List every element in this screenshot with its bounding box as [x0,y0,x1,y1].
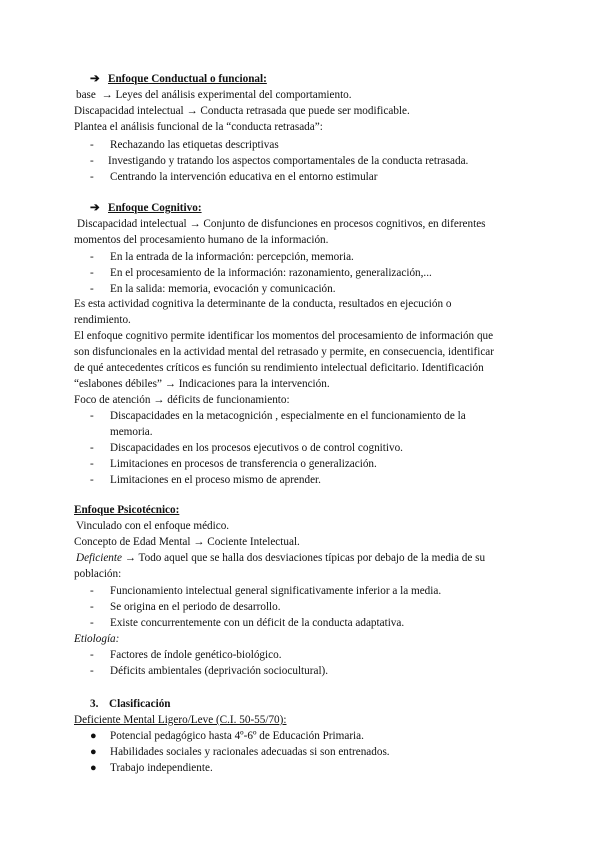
cognitivo-p2-line-2: rendimiento. [74,314,131,326]
list-item: Se origina en el periodo de desarrollo. [110,601,281,613]
cognitivo-p3-line-1: El enfoque cognitivo permite identificar los momentos del procesamiento de información que [74,330,494,342]
dash-bullet: - [90,442,94,454]
dash-bullet: - [90,617,94,629]
dash-bullet: - [90,171,94,183]
list-item: Centrando la intervención educativa en el entorno estimular [110,171,378,183]
dash-bullet: - [90,155,94,167]
heading-psicotecnico: Enfoque Psicotécnico: [74,504,180,516]
list-item: Trabajo independiente. [110,762,213,774]
dot-bullet: ● [90,730,97,742]
dash-bullet: - [90,267,94,279]
cognitivo-p3-line-4: “eslabones débiles” → Indicaciones para la intervención. [74,378,330,390]
list-item: Factores de índole genético-biológico. [110,649,282,661]
list-item: Limitaciones en procesos de transferencia o generalización. [110,458,377,470]
list-item: En la entrada de la información: percepción, memoria. [110,251,354,263]
psicotecnico-line-1: Vinculado con el enfoque médico. [76,520,230,532]
dot-bullet: ● [90,762,97,774]
list-item: Funcionamiento intelectual general significativamente inferior a la media. [110,585,442,597]
dash-bullet: - [90,601,94,613]
dash-bullet: - [90,410,94,422]
dot-bullet: ● [90,746,97,758]
conductual-line-2: Discapacidad intelectual → Conducta retrasada que puede ser modificable. [74,105,410,117]
psicotecnico-definition-line-2: población: [74,568,122,580]
list-item: Limitaciones en el proceso mismo de aprender. [110,474,321,486]
psicotecnico-line-2: Concepto de Edad Mental → Cociente Intelectual. [74,536,300,548]
conductual-line-3: Plantea el análisis funcional de la “conducta retrasada”: [74,121,323,133]
list-item: Habilidades sociales y racionales adecuadas si son entrenados. [110,746,390,758]
cognitivo-p4: Foco de atención → déficits de funcionamiento: [74,394,290,406]
list-item: Discapacidades en la metacognición , especialmente en el funcionamiento de la [110,410,466,422]
subheading-leve: Deficiente Mental Ligero/Leve (C.I. 50-55/70): [74,714,287,726]
cognitivo-p1-line-1: Discapacidad intelectual → Conjunto de disfunciones en procesos cognitivos, en diferentes [77,218,486,230]
dash-bullet: - [90,283,94,295]
cognitivo-p1-line-2: momentos del procesamiento humano de la información. [74,234,329,246]
dash-bullet: - [90,585,94,597]
dash-bullet: - [90,665,94,677]
list-item-continuation: memoria. [110,426,153,438]
arrow-bullet-icon: ➔ [90,202,100,214]
list-item: Existe concurrentemente con un déficit de la conducta adaptativa. [110,617,405,629]
list-item: Potencial pedagógico hasta 4º-6º de Educación Primaria. [110,730,364,742]
dash-bullet: - [90,649,94,661]
list-item: Déficits ambientales (deprivación sociocultural). [110,665,329,677]
cognitivo-p3-line-2: son disfuncionales en la actividad mental del retrasado y permite, en consecuencia, identificar [74,346,494,358]
heading-cognitivo: Enfoque Cognitivo: [108,202,202,214]
dash-bullet: - [90,251,94,263]
list-item: Investigando y tratando los aspectos comportamentales de la conducta retrasada. [108,155,469,167]
list-item: En el procesamiento de la información: razonamiento, generalización,... [110,267,432,279]
list-item: Discapacidades en los procesos ejecutivos o de control cognitivo. [110,442,403,454]
cognitivo-p2-line-1: Es esta actividad cognitiva la determinante de la conducta, resultados en ejecución o [74,298,452,310]
arrow-bullet-icon: ➔ [90,73,100,85]
list-item: Rechazando las etiquetas descriptivas [110,139,279,151]
etiologia-label: Etiología: [74,633,120,645]
dash-bullet: - [90,474,94,486]
dash-bullet: - [90,139,94,151]
psicotecnico-definition: Deficiente → Todo aquel que se halla dos desviaciones típicas por debajo de la media de su [76,552,486,564]
dash-bullet: - [90,458,94,470]
conductual-line-1: base → Leyes del análisis experimental del comportamiento. [76,89,352,101]
list-item: En la salida: memoria, evocación y comunicación. [110,283,336,295]
heading-conductual: Enfoque Conductual o funcional: [108,73,267,85]
heading-clasificacion: Clasificación [109,698,171,710]
cognitivo-p3-line-3: de qué antecedentes críticos es función su rendimiento intelectual deficitario. Identificación [74,362,484,374]
section-number: 3. [90,698,99,710]
